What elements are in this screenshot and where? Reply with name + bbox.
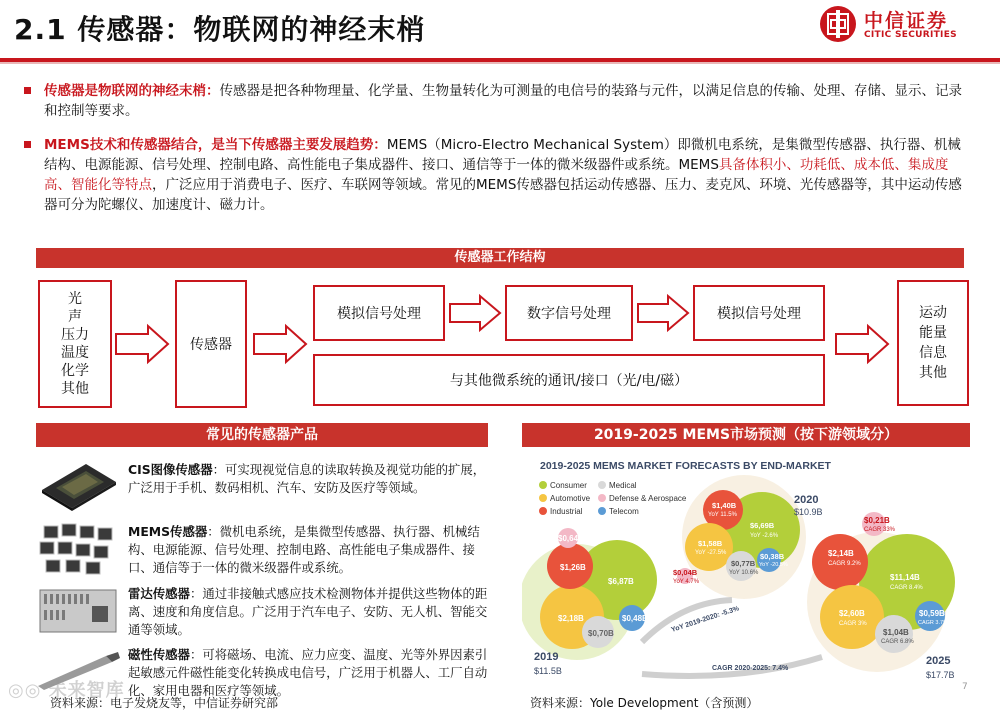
cis-sensor-image: [36, 456, 120, 512]
legend-label: Consumer: [550, 481, 587, 490]
flow-arrow-2: [250, 322, 310, 366]
product-name: MEMS传感器: [128, 524, 208, 539]
legend-label: Medical: [609, 481, 637, 490]
bubble-sub: CAGR 33%: [864, 527, 896, 533]
page-number: 7: [962, 682, 968, 692]
input-item: 其他: [61, 381, 89, 397]
bullet-lead: MEMS技术和传感器结合，是当下传感器主要发展趋势：: [44, 137, 387, 153]
bubble-label: $0,48B: [622, 614, 648, 623]
bubble-label: $6,69B: [750, 521, 775, 530]
bubble-label: $11,14B: [890, 573, 920, 582]
market-source: 资料来源：Yole Development（含预测）: [530, 696, 759, 710]
year-2019: 2019: [534, 651, 559, 663]
bubble-label: $6,87B: [608, 577, 634, 586]
analog-processing-box-2: 模拟信号处理: [693, 285, 825, 341]
input-item: 光: [68, 291, 82, 307]
bubble-sub: CAGR 3%: [839, 621, 867, 627]
total-2019: $11.5B: [534, 666, 562, 676]
bubble-sub: YoY 4.7%: [673, 579, 700, 585]
mems-sensor-image: [36, 520, 120, 576]
header-divider-shadow: [0, 62, 1000, 64]
bubble-label: $0,77B: [731, 559, 756, 568]
bubble-label: $0,04B: [673, 568, 698, 577]
flow-arrow-4: [634, 292, 692, 334]
legend-dot-automotive: [539, 494, 547, 502]
bubble-label: $2,18B: [558, 614, 584, 623]
product-desc: ：通过非接触式感应技术检测物体并提供这些物体的距离、速度和角度信息。广泛用于汽车电子、安防、无人机、智能交通等领域。: [128, 586, 488, 637]
total-2025: $17.7B: [926, 670, 955, 680]
bubble-label: $1,04B: [883, 628, 909, 637]
bubble-sub: YoY -27.5%: [695, 550, 727, 556]
flow-arrow-3: [446, 292, 504, 334]
input-item: 温度: [61, 345, 89, 361]
page-title: 2.1 传感器：物联网的神经末梢: [14, 13, 426, 46]
legend-dot-telecom: [598, 507, 606, 515]
legend-label: Defense & Aerospace: [609, 494, 687, 503]
output-item: 其他: [919, 365, 947, 381]
logo-text-en: CITIC SECURITIES: [864, 30, 957, 40]
flow-arrow-1: [112, 322, 172, 366]
input-quantities-box: [38, 280, 112, 408]
citic-logo: [820, 6, 990, 50]
bubble-sub: YoY 11.5%: [708, 512, 737, 518]
yoy-label: YoY 2019-2020: -5.3%: [670, 605, 741, 634]
product-desc: ：微机电系统，是集微型传感器、执行器、机械结构、电源能源、信号处理、控制电路、高性能电子集成器件、接口、通信等于一体的微米级器件或系统。: [128, 524, 480, 575]
digital-processing-box: 数字信号处理: [505, 285, 633, 341]
bubble-label: $0,70B: [588, 629, 614, 638]
legend-dot-medical: [598, 481, 606, 489]
legend-dot-defense: [598, 494, 606, 502]
product-name: 磁性传感器: [128, 647, 190, 662]
bullet-highlight: 具备体积小、功耗低、成本低、集成度高、智能化等特点: [44, 157, 949, 193]
year-2020: 2020: [794, 494, 819, 506]
bullet-sensor-definition: [44, 81, 964, 121]
bubble-sub: YoY -2.6%: [750, 533, 779, 539]
bubble-label: $2,60B: [839, 609, 865, 618]
bubble-label: $0,64B: [558, 534, 584, 543]
citic-logo-mark: [820, 6, 856, 42]
bullet-marker: [24, 141, 31, 148]
output-item: 能量: [919, 325, 947, 341]
year-2025: 2025: [926, 655, 951, 667]
bubble-label: $1,40B: [712, 501, 737, 510]
products-source: 资料来源：电子发烧友等，中信证券研究部: [50, 696, 279, 710]
bubble-sub: CAGR 3.7%: [918, 620, 948, 626]
bubble-sub: CAGR 6.8%: [881, 639, 914, 645]
market-banner: 2019-2025 MEMS市场预测（按下游领域分）: [522, 423, 970, 447]
chart-title: 2019-2025 MEMS MARKET FORECASTS BY END-MARKET: [540, 460, 831, 472]
bullet-lead: 传感器是物联网的神经末梢：: [44, 83, 220, 99]
legend-dot-industrial: [539, 507, 547, 515]
bubble-label: $0,21B: [864, 516, 890, 525]
sensor-box: 传感器: [175, 280, 247, 408]
product-name: 雷达传感器: [128, 586, 190, 601]
input-item: 化学: [61, 363, 89, 379]
watermark-text: 未来智库: [48, 680, 125, 701]
analog-processing-box-1: 模拟信号处理: [313, 285, 445, 341]
watermark-icon: ◎◎: [8, 680, 49, 701]
product-desc: ：可将磁场、电流、应力应变、温度、光等外界因素引起敏感元件磁性能变化转换成电信号，广泛用于机器人、工厂自动化、家用电器和医疗等领域。: [128, 647, 488, 698]
flow-banner: 传感器工作结构: [36, 248, 964, 268]
bubble-sub: CAGR 8.4%: [890, 585, 923, 591]
flow-arrow-5: [832, 322, 892, 366]
bullet-text: ，广泛应用于消费电子、医疗、车联网等领域。常见的MEMS传感器包括运动传感器、压力、麦克风、环境、光传感器等，其中运动传感器可分为陀螺仪、加速度计、磁力计。: [44, 177, 962, 213]
bullet-marker: [24, 87, 31, 94]
product-name: CIS图像传感器: [128, 462, 213, 477]
radar-sensor-image: [36, 586, 120, 636]
products-banner: 常见的传感器产品: [36, 423, 488, 447]
legend-dot-consumer: [539, 481, 547, 489]
bubble-label: $2,14B: [828, 549, 854, 558]
cagr-label: CAGR 2020-2025: 7.4%: [712, 665, 789, 672]
product-radar: [128, 585, 490, 639]
bubble-sub: CAGR 9.2%: [828, 561, 861, 567]
input-item: 压力: [61, 327, 89, 343]
bubble-label: $0,59B: [919, 609, 945, 618]
bubble-sub: YoY 10.6%: [729, 570, 759, 576]
bullet-mems-trend: [44, 135, 964, 215]
output-item: 运动: [919, 305, 947, 321]
output-box: [897, 280, 969, 406]
bubble-label: $0,38B: [760, 552, 785, 561]
product-magnetic: [128, 646, 490, 700]
bubble-sub: YoY -20.5%: [759, 562, 788, 568]
product-mems: [128, 523, 490, 577]
logo-text-zh: 中信证券: [864, 10, 949, 32]
bubble-label: $1,26B: [560, 563, 586, 572]
communication-interface-box: 与其他微系统的通讯/接口（光/电/磁）: [313, 354, 825, 406]
output-item: 信息: [919, 345, 947, 361]
legend-label: Automotive: [550, 494, 591, 503]
total-2020: $10.9B: [794, 507, 823, 517]
product-cis: [128, 461, 490, 497]
bubble-label: $1,58B: [698, 539, 723, 548]
watermark: [8, 676, 125, 702]
legend-label: Telecom: [609, 507, 639, 516]
bullet-text: MEMS（Micro-Electro Mechanical System）即微机电系统，是集微型传感器、执行器、机械结构、电源能源、信号处理、控制电路、高性能电子集成器件、接口、通信等于一体的微米级器件或系统。MEMS: [44, 137, 961, 173]
input-item: 声: [68, 309, 82, 325]
legend-label: Industrial: [550, 507, 583, 516]
product-desc: ：可实现视觉信息的读取转换及视觉功能的扩展，广泛用于手机、数码相机、汽车、安防及医疗等领域。: [128, 462, 486, 495]
market-chart: [522, 452, 972, 692]
bullet-text: 传感器是把各种物理量、化学量、生物量转化为可测量的电信号的装臵与元件，以满足信息的传输、处理、存储、显示、记录和控制等要求。: [44, 83, 962, 119]
